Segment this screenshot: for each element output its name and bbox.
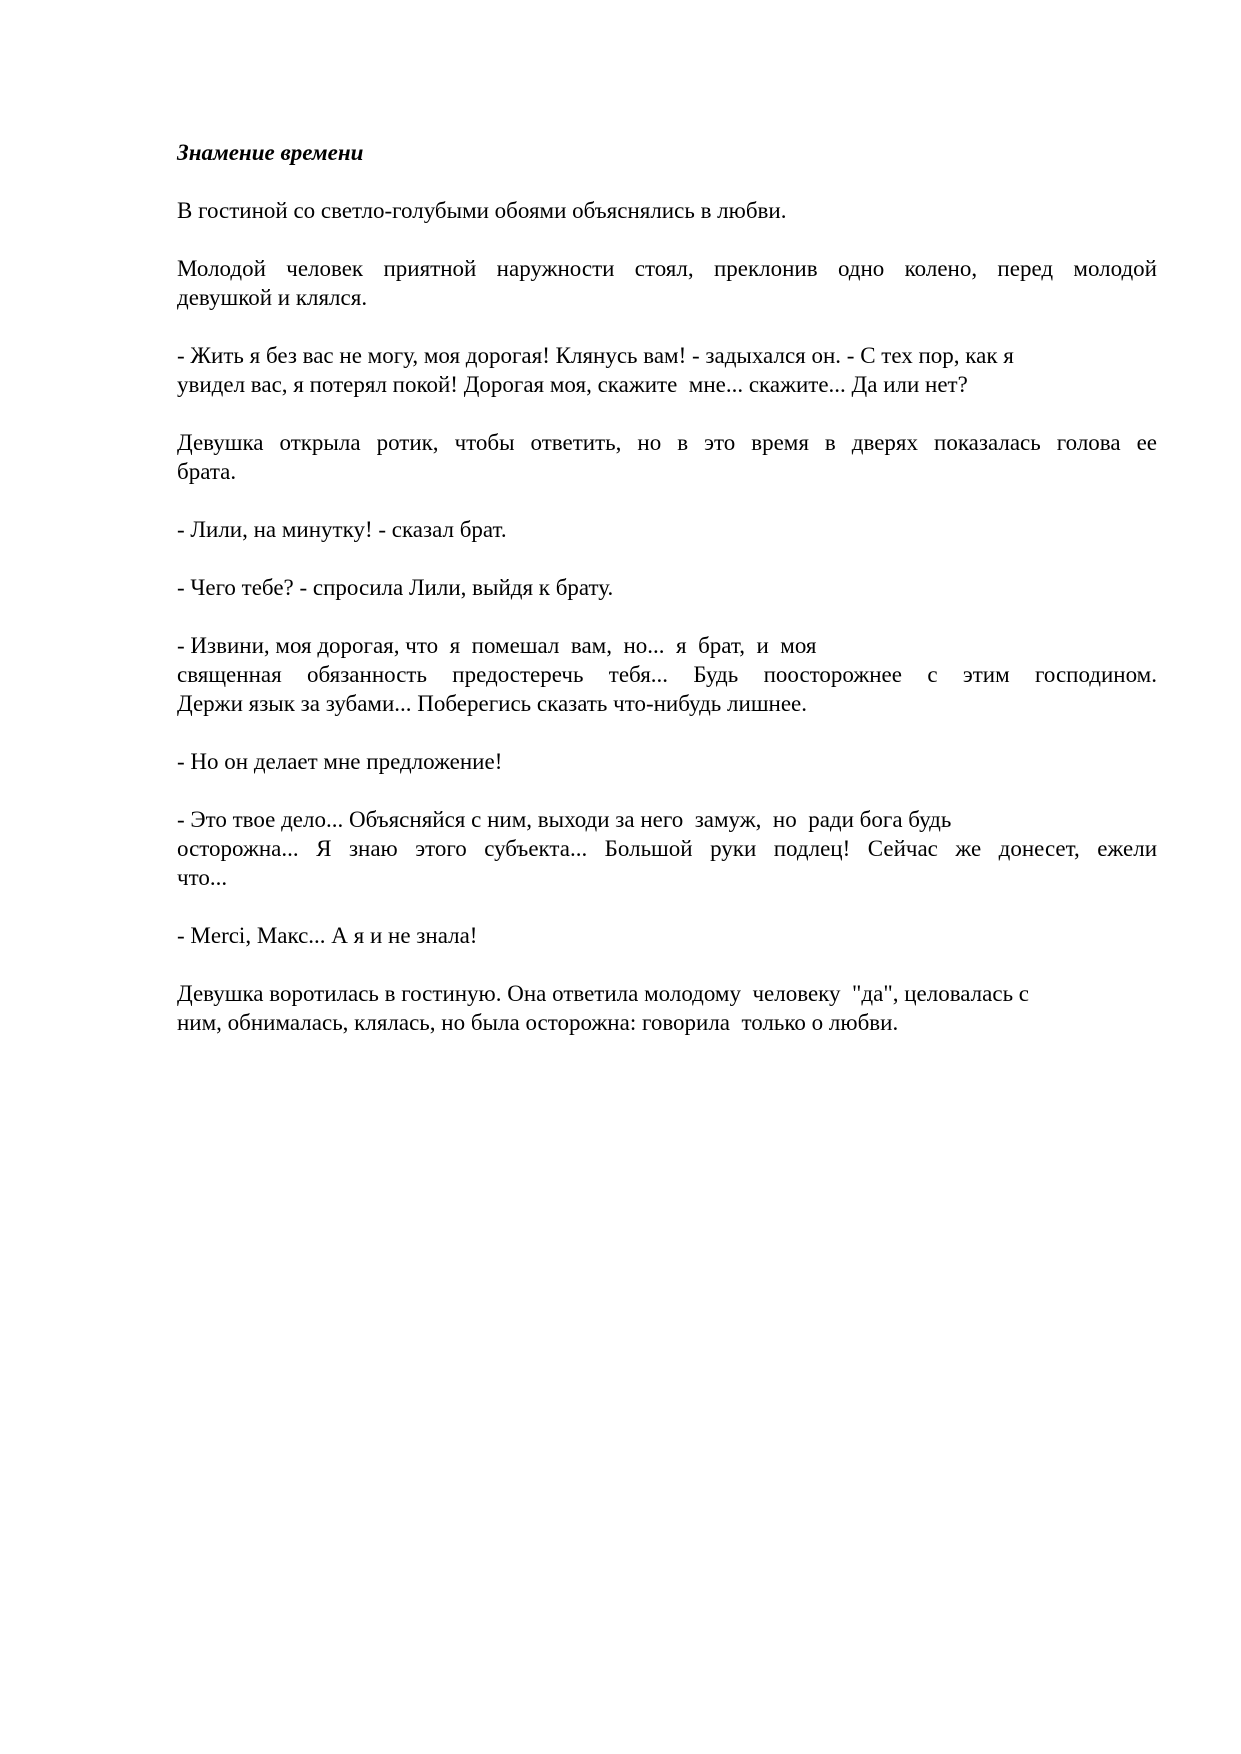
paragraph-line: девушкой и клялся. [177,285,368,310]
paragraph-2 [177,254,1157,312]
paragraph-5 [177,515,1157,544]
paragraph-line: осторожна... Я знаю этого субъекта... Большой руки подлец! Сейчас же донесет, ежели [177,836,1157,861]
paragraph-10 [177,921,1157,950]
paragraph-3 [177,341,1157,399]
paragraph-line: брата. [177,459,237,484]
document-body [177,138,1157,1066]
paragraph-line: увидел вас, я потерял покой! Дорогая моя, скажите мне... скажите... Да или нет? [177,372,968,397]
paragraph-line: Девушка воротилась в гостиную. Она ответила молодому человеку "да", целовалась с [177,981,1030,1006]
paragraph-line: - Но он делает мне предложение! [177,749,503,774]
paragraph-line: - Лили, на минутку! - сказал брат. [177,517,507,542]
paragraph-8 [177,747,1157,776]
paragraph-9 [177,805,1157,892]
paragraph-line: Держи язык за зубами... Поберегись сказать что-нибудь лишнее. [177,691,808,716]
paragraph-1 [177,196,1157,225]
paragraph-line: - Это твое дело... Объясняйся с ним, выходи за него замуж, но ради бога будь [177,807,952,832]
paragraph-line: Молодой человек приятной наружности стоял, преклонив одно колено, перед молодой [177,256,1157,281]
paragraph-line: - Извини, моя дорогая, что я помешал вам, но... я брат, и моя [177,633,817,658]
paragraph-4 [177,428,1157,486]
paragraph-line: ним, обнималась, клялась, но была осторожна: говорила только о любви. [177,1010,899,1035]
paragraph-6 [177,573,1157,602]
paragraph-line: - Жить я без вас не могу, моя дорогая! Клянусь вам! - задыхался он. - С тех пор, как я [177,343,1014,368]
paragraph-line: что... [177,865,228,890]
paragraph-7 [177,631,1157,718]
paragraph-11 [177,979,1157,1037]
paragraph-line: - Чего тебе? - спросила Лили, выйдя к брату. [177,575,614,600]
paragraph-line: - Merci, Макс... А я и не знала! [177,923,478,948]
paragraph-line: Девушка открыла ротик, чтобы ответить, но в это время в дверях показалась голова ее [177,430,1157,455]
paragraph-line: священная обязанность предостеречь тебя... Будь поосторожнее с этим господином. [177,662,1157,687]
paragraph-line: В гостиной со светло-голубыми обоями объяснялись в любви. [177,198,787,223]
document-title: Знамение времени [177,140,364,165]
